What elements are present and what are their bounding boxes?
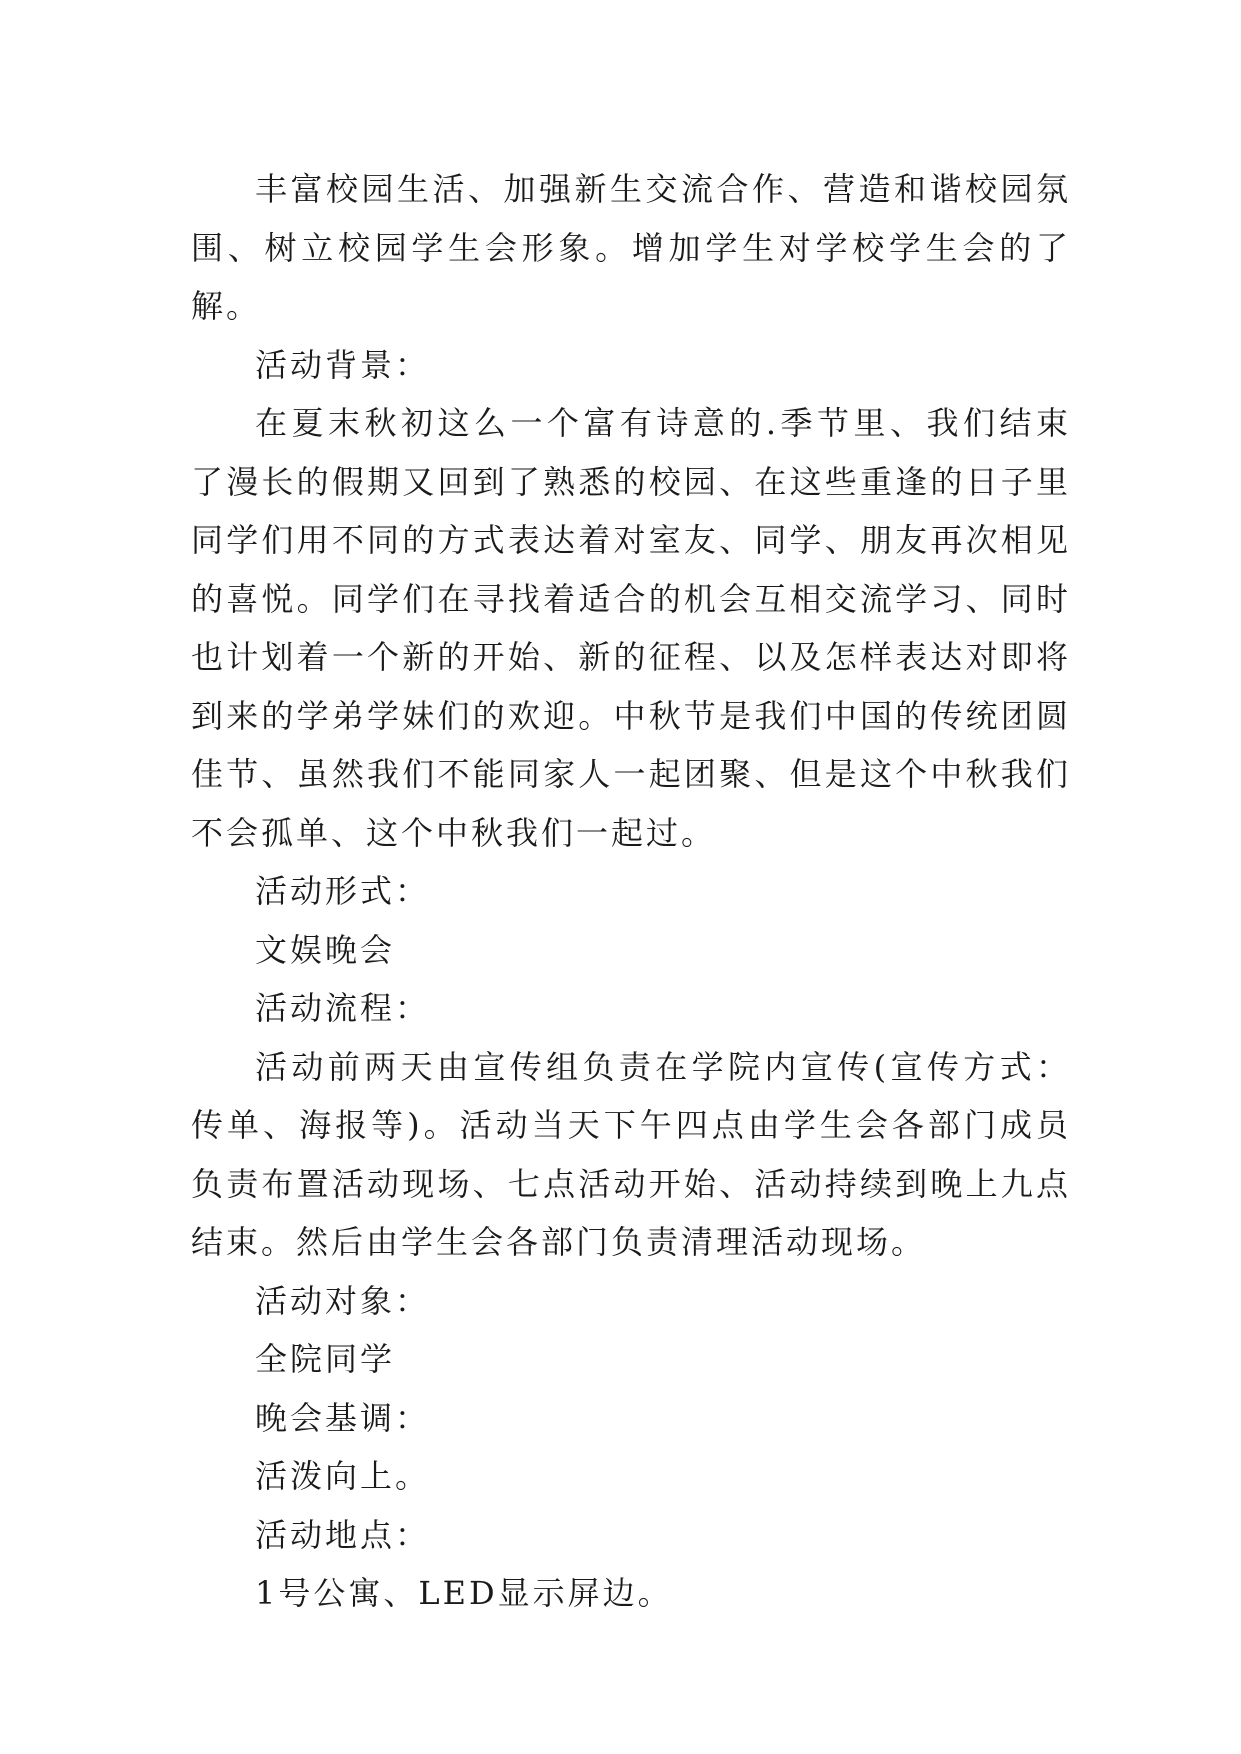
document-body xyxy=(191,160,1071,1623)
heading-background: 活动背景： xyxy=(255,345,431,384)
heading-location: 活动地点： xyxy=(255,1515,431,1554)
heading-process: 活动流程： xyxy=(255,989,431,1027)
paragraph-format: 文娱晚会 xyxy=(255,930,396,969)
paragraph-location: 1号公寓、LED显示屏边。 xyxy=(255,1574,673,1612)
heading-tone: 晚会基调： xyxy=(255,1398,431,1437)
paragraph-background: 在夏末秋初这么一个富有诗意的.季节里、我们结束了漫长的假期又回到了熟悉的校园、在这些重逢的日子里同学们用不同的方式表达着对室友、同学、朋友再次相见的喜悦。同学们在寻找着适合的机会互相交流学习、同时也计划着一个新的开始、新的征程、以及怎样表达对即将到来的学弟学妹们的欢迎。中秋节是我们中国的传统团圆佳节、虽然我们不能同家人一起团聚、但是这个中秋我们不会孤单、这个中秋我们一起过。 xyxy=(191,404,1071,852)
paragraph-tone: 活泼向上。 xyxy=(255,1457,431,1495)
heading-audience: 活动对象： xyxy=(255,1281,431,1320)
paragraph-process: 活动前两天由宣传组负责在学院内宣传(宣传方式：传单、海报等)。活动当天下午四点由学生会各部门成员负责布置活动现场、七点活动开始、活动持续到晚上九点结束。然后由学生会各部门负责清理活动现场。 xyxy=(191,1047,1071,1261)
paragraph-audience: 全院同学 xyxy=(255,1340,396,1378)
heading-format: 活动形式： xyxy=(255,872,431,910)
paragraph-purpose: 丰富校园生活、加强新生交流合作、营造和谐校园氛围、树立校园学生会形象。增加学生对学校学生会的了解。 xyxy=(191,170,1071,325)
